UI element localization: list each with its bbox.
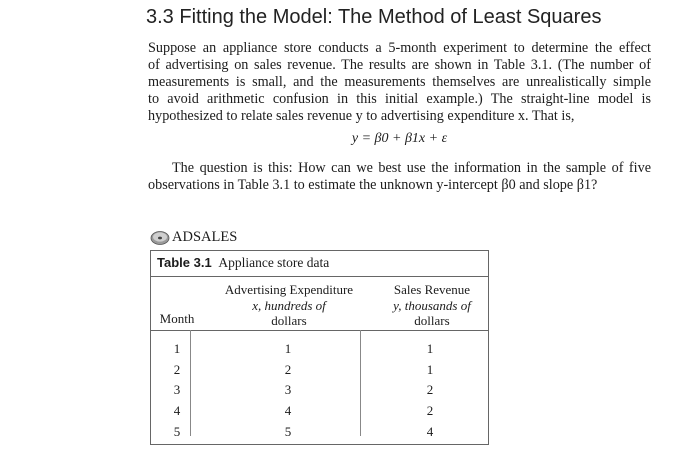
- header-rule: [151, 330, 488, 331]
- data-table: [150, 250, 489, 445]
- cell-month: 2: [173, 362, 181, 377]
- section-title: 3.3 Fitting the Model: The Method of Least Squares: [146, 6, 602, 28]
- header-month-text: Month: [159, 311, 195, 326]
- dataset-name: ADSALES: [172, 229, 238, 245]
- dataset-label: [150, 229, 237, 246]
- question-paragraph: [148, 160, 651, 194]
- model-equation: y = β0 + β1x + ε: [351, 131, 448, 146]
- table-caption-text: Appliance store data: [218, 255, 330, 270]
- question-line: The question is this: How can we best use the information in the sample of five: [172, 160, 651, 176]
- cell-advertising: 5: [284, 424, 292, 439]
- header-sales-line: Sales Revenue: [393, 282, 471, 297]
- intro-line: to avoid arithmetic confusion in this initial example.) The straight-line model is: [148, 91, 651, 107]
- table-caption: [157, 255, 329, 271]
- header-advertising: [209, 282, 369, 329]
- cell-sales: 1: [426, 362, 434, 377]
- header-advertising-line: x, hundreds of: [252, 297, 326, 313]
- header-sales-line: dollars: [414, 313, 450, 328]
- cell-month: 4: [173, 403, 181, 418]
- header-advertising-line: Advertising Expenditure: [224, 282, 354, 297]
- cell-advertising: 4: [284, 403, 292, 418]
- cell-advertising: 1: [284, 341, 292, 356]
- header-sales: [377, 282, 487, 329]
- intro-line: of advertising on sales revenue. The results are shown in Table 3.1. (The number of: [148, 57, 651, 73]
- column-divider: [360, 330, 361, 436]
- cell-sales: 4: [426, 424, 434, 439]
- cell-month: 1: [173, 341, 181, 356]
- header-sales-line: y, thousands of: [393, 297, 471, 313]
- header-month: [151, 311, 203, 327]
- disk-icon: [150, 230, 170, 246]
- intro-line: hypothesized to relate sales revenue y to advertising expenditure x. That is,: [148, 108, 575, 124]
- question-line: observations in Table 3.1 to estimate the unknown y-intercept β0 and slope β1?: [148, 177, 598, 193]
- cell-month: 3: [173, 382, 181, 397]
- header-advertising-line: dollars: [271, 313, 307, 328]
- intro-line: Suppose an appliance store conducts a 5-month experiment to determine the effect: [148, 40, 651, 56]
- intro-line: measurements is small, and the measurements themselves are unrealistically simple: [148, 74, 651, 90]
- cell-sales: 2: [426, 403, 434, 418]
- table-label: Table 3.1: [157, 255, 212, 270]
- cell-month: 5: [173, 424, 181, 439]
- intro-paragraph: [148, 40, 651, 125]
- cell-sales: 2: [426, 382, 434, 397]
- cell-advertising: 2: [284, 362, 292, 377]
- cell-sales: 1: [426, 341, 434, 356]
- cell-advertising: 3: [284, 382, 292, 397]
- caption-rule: [151, 276, 488, 277]
